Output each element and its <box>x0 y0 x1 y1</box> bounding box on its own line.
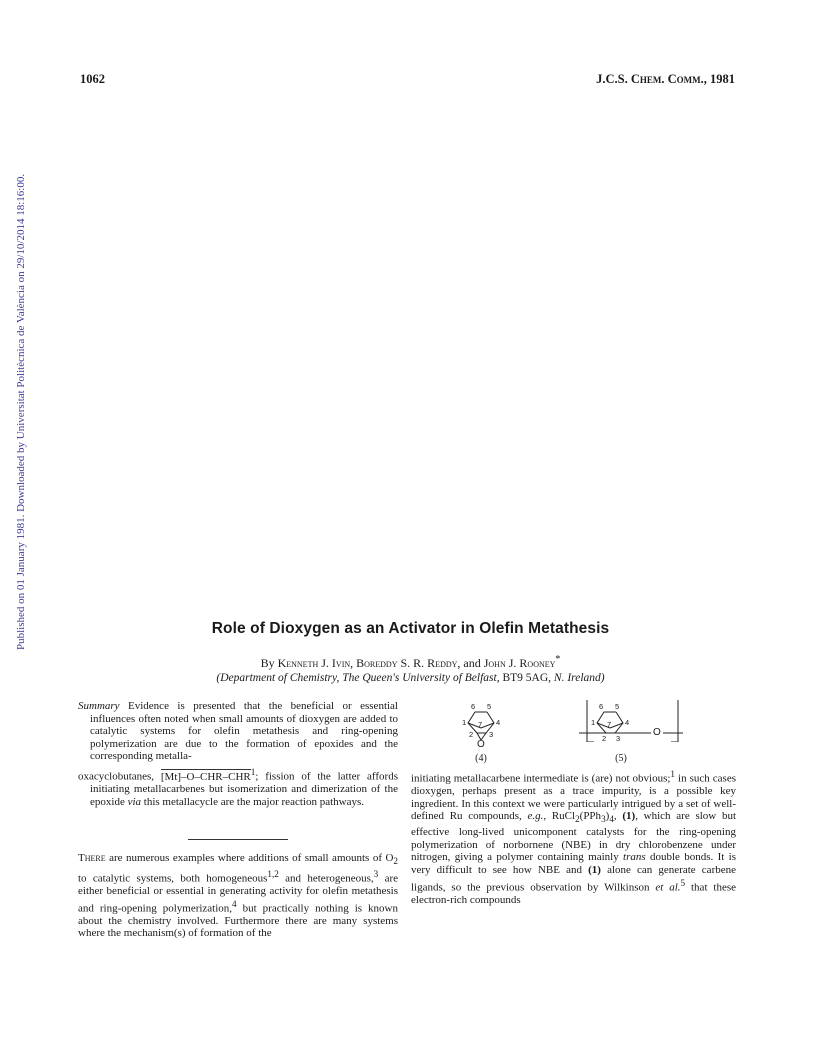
reference-mark: 5 <box>680 877 686 888</box>
body-text: , <box>613 810 623 823</box>
watermark-text: Published on 01 January 1981. Downloaded by Universitat Politècnica de València on 29/10/2014 18:16:00. <box>15 173 27 650</box>
body-text: and heterogeneous, <box>278 872 374 885</box>
summary-para-2 <box>78 766 398 808</box>
author2-middle: S. R. <box>397 656 428 670</box>
affiliation <box>0 672 821 684</box>
body-text: to catalytic systems, both homogeneous <box>78 872 268 885</box>
affiliation-postcode: BT9 5AG, <box>499 672 554 684</box>
atom-2-s5: 2 <box>602 734 607 743</box>
body-text: ) <box>605 810 610 823</box>
eg-italic: e.g. <box>527 810 544 823</box>
structure-5-label: (5) <box>615 753 627 764</box>
body-text: but practically nothing is known about the chemistry involved. Furthermore there are many systems where the mechanism(s) of formation of the <box>78 902 398 940</box>
body-text: are either beneficial or essential in generating activity for olefin metathesis and ring-opening polymerization, <box>78 872 398 915</box>
journal-name: Chem. Comm. <box>630 72 704 86</box>
article-title: Role of Dioxygen as an Activator in Olefin Metathesis <box>211 620 610 637</box>
journal-year: , 1981 <box>703 72 735 86</box>
atom-5-s4: 5 <box>487 702 492 711</box>
atom-2-s4: 2 <box>469 730 474 739</box>
compound-ref: (1) <box>588 864 601 876</box>
body-text: are numerous examples where additions of small amounts of O <box>105 852 394 864</box>
summary-ring-prefix: oxacyclobutanes, <box>78 770 161 783</box>
body-text: , RuCl <box>543 810 576 823</box>
reference-mark: 1,2 <box>267 868 279 879</box>
body-text: that these electron-rich compounds <box>411 881 736 906</box>
byline-sep: , and <box>457 656 484 670</box>
atom-7-s5: 7 <box>607 720 612 729</box>
metallacycle-formula: [Mt]–O–CHR–CHR <box>160 770 251 783</box>
byline-sep: , <box>350 656 357 670</box>
subscript: 2 <box>575 814 580 825</box>
reference-mark: 4 <box>232 898 237 909</box>
reference-mark: 1 <box>670 769 675 779</box>
author3-last: Rooney <box>519 656 556 670</box>
structure-drawings <box>411 700 736 742</box>
atom-5-s5: 5 <box>615 702 620 711</box>
body-text: (PPh <box>579 810 602 823</box>
atom-4-s5: 4 <box>625 718 630 727</box>
download-watermark <box>3 173 27 650</box>
summary-text-2: ; fission of the latter affords initiating metallacarbenes but isomerization and dimerization of the epoxide <box>90 770 398 808</box>
author3-middle: J. <box>505 656 520 670</box>
author1-middle: J. <box>318 656 332 670</box>
author-byline <box>0 654 821 671</box>
compound-ref: (1) <box>622 810 636 823</box>
body-left-para <box>78 852 398 940</box>
body-text: , which are slow but effective long-lived unicomponent catalysts for the ring-opening polymerization of norbornene (NBE) in dry chlorobenzene under nitrogen, giving a polymer containing mainly <box>411 810 737 864</box>
subscript: 4 <box>609 814 614 825</box>
affiliation-italic: (Department of Chemistry, The Queen's University of Belfast, <box>216 672 500 684</box>
body-right-para <box>411 768 736 906</box>
formula-sup: 1 <box>250 766 256 777</box>
body-text: initiating metallacarbene intermediate is (are) not obvious; <box>411 772 671 785</box>
summary-para-1 <box>78 700 398 763</box>
summary-text-3: this metallacycle are the major reaction pathways. <box>141 795 364 808</box>
bracket-right-5 <box>671 700 678 742</box>
author2-first: Boreddy <box>356 656 398 670</box>
trans-italic: trans <box>623 851 646 864</box>
summary-via: via <box>127 795 142 808</box>
summary-block <box>78 700 398 808</box>
author3-first: John <box>483 656 506 670</box>
body-text: alone can generate carbene ligands, so the previous observation by Wilkinson <box>411 864 736 894</box>
journal-prefix: J.C.S. <box>596 72 628 86</box>
etal-italic: et al. <box>655 881 681 894</box>
section-divider <box>188 839 288 840</box>
atom-6-s4: 6 <box>471 702 476 711</box>
page-number: 1062 <box>80 72 105 86</box>
oxygen-s5: O <box>653 727 661 738</box>
body-text: double bonds. It is very difficult to see how NBE and <box>411 851 737 876</box>
structure-4-label: (4) <box>475 753 487 764</box>
corresponding-star: * <box>555 654 561 665</box>
reference-mark: 3 <box>373 868 379 879</box>
journal-header <box>596 72 735 87</box>
subscript: 3 <box>601 814 606 825</box>
atom-3-s4: 3 <box>489 730 494 739</box>
body-left-column <box>78 852 398 940</box>
subscript: 2 <box>393 856 398 867</box>
body-right-column <box>411 768 736 906</box>
byline-by: By <box>260 656 275 670</box>
atom-7-s4: 7 <box>478 720 483 729</box>
atom-4-s4: 4 <box>496 718 501 727</box>
summary-label: Summary <box>78 700 120 712</box>
atom-6-s5: 6 <box>599 702 604 711</box>
lead-word: There <box>78 852 106 864</box>
oxygen-s4: O <box>477 739 485 750</box>
author1-last: Ivin <box>331 656 351 670</box>
author1-first: Kenneth <box>277 656 319 670</box>
structures-figure <box>411 700 736 742</box>
affiliation-end: N. Ireland) <box>553 672 605 684</box>
author2-last: Reddy <box>427 656 458 670</box>
body-text: in such cases dioxygen, perhaps present as a trace impurity, is a possible key ingredient. In this context we were particularly intrigued by a set of well-defined Ru compounds, <box>411 772 736 823</box>
atom-1-s4: 1 <box>462 718 467 727</box>
atom-3-s5: 3 <box>616 734 621 743</box>
atom-1-s5: 1 <box>591 718 596 727</box>
summary-text-1: Evidence is presented that the beneficial or essential influences often noted when small amounts of dioxygen are added to catalytic systems for olefin metathesis and ring-opening polymerization are due to the formation of epoxides and the corresponding metalla- <box>90 700 398 763</box>
